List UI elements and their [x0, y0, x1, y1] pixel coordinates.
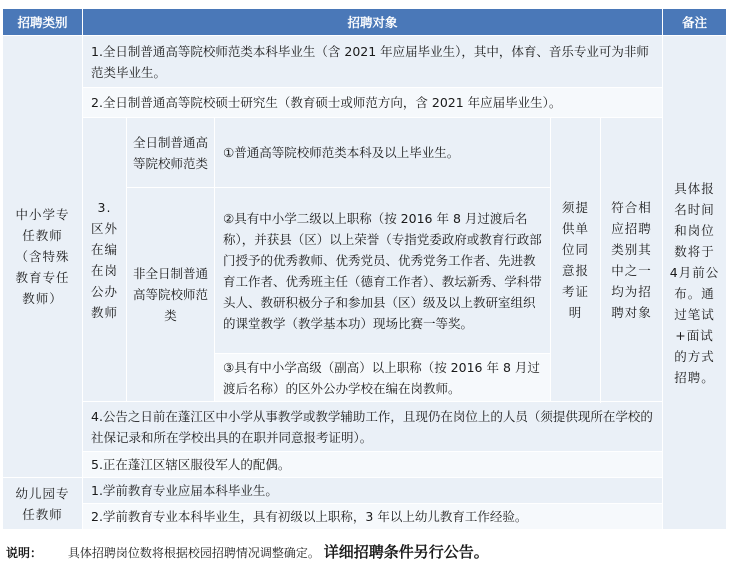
sub2-label: 非全日制普通高等院校师范类: [127, 188, 215, 402]
match-note: 符合相应招聘类别其中之一均为招聘对象: [601, 118, 663, 402]
kindergarten-item-1: 1.学前教育专业应届本科毕业生。: [83, 478, 663, 504]
remark-cell: 具体报名时间和岗位数将于 4月前公布。通过笔试+面试的方式招聘。: [663, 36, 727, 530]
footnote-text-emphasis: 详细招聘条件另行公告。: [323, 543, 489, 561]
target-item-3-label: 3. 区外在编在岗公办教师: [83, 118, 127, 402]
target-item-5: 5.正在蓬江区辖区服役军人的配偶。: [83, 452, 663, 478]
header-target: 招聘对象: [83, 9, 663, 36]
category-primary-secondary: 中小学专任教师（含特殊教育专任教师）: [3, 36, 83, 478]
category-kindergarten: 幼儿园专任教师: [3, 478, 83, 530]
sub1-label: 全日制普通高等院校师范类: [127, 118, 215, 188]
target-item-1: 1.全日制普通高等院校师范类本科毕业生（含 2021 年应届毕业生），其中，体育、音乐专业可为非师范类毕业生。: [83, 36, 663, 88]
sub1-text: ①普通高等院校师范类本科及以上毕业生。: [215, 118, 551, 188]
header-category: 招聘类别: [3, 9, 83, 36]
header-remark: 备注: [663, 9, 727, 36]
sub2-text-1: ②具有中小学二级以上职称（按 2016 年 8 月过渡后名称），并获县（区）以上荣誉（专指党委政府或教育行政部门授予的优秀教师、优秀党员、优秀党务工作者、先进教育工作者、优秀班主任（德育工作者）、教坛新秀、学科带头人、教研积极分子和参加县（区）级及以上教研室组织的课堂教学（教学基本功）现场比赛一等奖。: [215, 188, 551, 354]
footnote-label: 说明：: [6, 546, 43, 560]
header-row: [3, 9, 727, 36]
kindergarten-item-2: 2.学前教育专业本科毕业生，具有初级以上职称，3 年以上幼儿教育工作经验。: [83, 504, 663, 530]
recruitment-table: [2, 8, 727, 530]
sub2-text-2: ③具有中小学高级（副高）以上职称（按 2016 年 8 月过渡后名称）的区外公办学校在编在岗教师。: [215, 354, 551, 402]
footnote: [6, 541, 722, 562]
footnote-text: 具体招聘岗位数将根据校园招聘情况调整确定。: [67, 546, 320, 560]
target-item-2: 2.全日制普通高等院校硕士研究生（教育硕士或师范方向，含 2021 年应届毕业生）。: [83, 88, 663, 118]
target-item-4: 4.公告之日前在蓬江区中小学从事教学或教学辅助工作，且现仍在岗位上的人员（须提供现所在学校的社保记录和所在学校出具的在职并同意报考证明）。: [83, 402, 663, 452]
proof-requirement: 须提供单位同意报考证明: [551, 118, 601, 402]
